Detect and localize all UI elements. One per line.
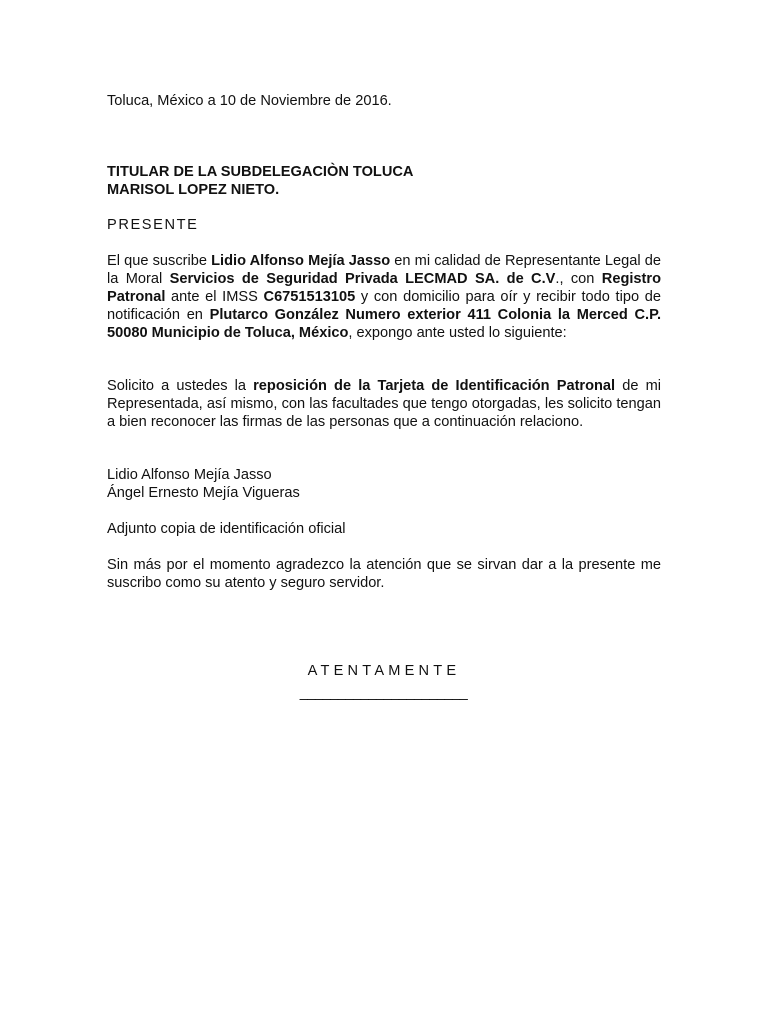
signatories-list	[107, 466, 661, 502]
p1-text-5: y con domicilio para oír y recibir todo tipo de notificación en	[107, 289, 661, 323]
closing-atentamente: ATENTAMENTE	[307, 663, 461, 679]
attachment-note: Adjunto copia de identificación oficial	[107, 521, 346, 537]
closing-paragraph: Sin más por el momento agradezco la atención que se sirvan dar a la presente me suscribo como su atento y seguro servidor.	[107, 557, 661, 591]
p2-text-1: Solicito a ustedes la	[107, 378, 254, 394]
registro-patronal-label: Registro Patronal	[107, 271, 661, 305]
request-subject: reposición de la Tarjeta de Identificación Patronal	[253, 378, 616, 394]
p1-text-4: ante el IMSS	[165, 289, 264, 305]
addressee-office: TITULAR DE LA SUBDELEGACIÒN TOLUCA	[107, 164, 414, 180]
body-paragraph-2	[107, 377, 661, 431]
addressee-name: MARISOL LOPEZ NIETO.	[107, 182, 280, 198]
p1-text-3: ., con	[555, 271, 602, 287]
addressee	[107, 163, 661, 199]
p1-text-2: en mi calidad de Representante Legal de la Moral	[107, 253, 662, 287]
signer-name: Lidio Alfonso Mejía Jasso	[211, 253, 391, 269]
company-name: Servicios de Seguridad Privada LECMAD SA. de C.V	[169, 271, 556, 287]
p1-text-6: , expongo ante usted lo siguiente:	[348, 325, 567, 341]
p2-text-2: de mi Representada, así mismo, con las facultades que tengo otorgadas, les solicito tengan a bien reconocer las firmas de las personas que a continuación relaciono.	[107, 378, 661, 430]
signature-line: ______________________	[299, 685, 468, 701]
signatory-2: Ángel Ernesto Mejía Vigueras	[107, 485, 300, 501]
date-line: Toluca, México a 10 de Noviembre de 2016.	[107, 93, 392, 109]
salutation: PRESENTE	[107, 217, 199, 233]
body-paragraph-1	[107, 252, 661, 342]
company-address: Plutarco González Numero exterior 411 Colonia la Merced C.P. 50080 Municipio de Toluca, México	[107, 307, 661, 341]
imss-number: C6751513105	[263, 289, 356, 305]
p1-text-1: El que suscribe	[107, 253, 212, 269]
signatory-1: Lidio Alfonso Mejía Jasso	[107, 467, 272, 483]
